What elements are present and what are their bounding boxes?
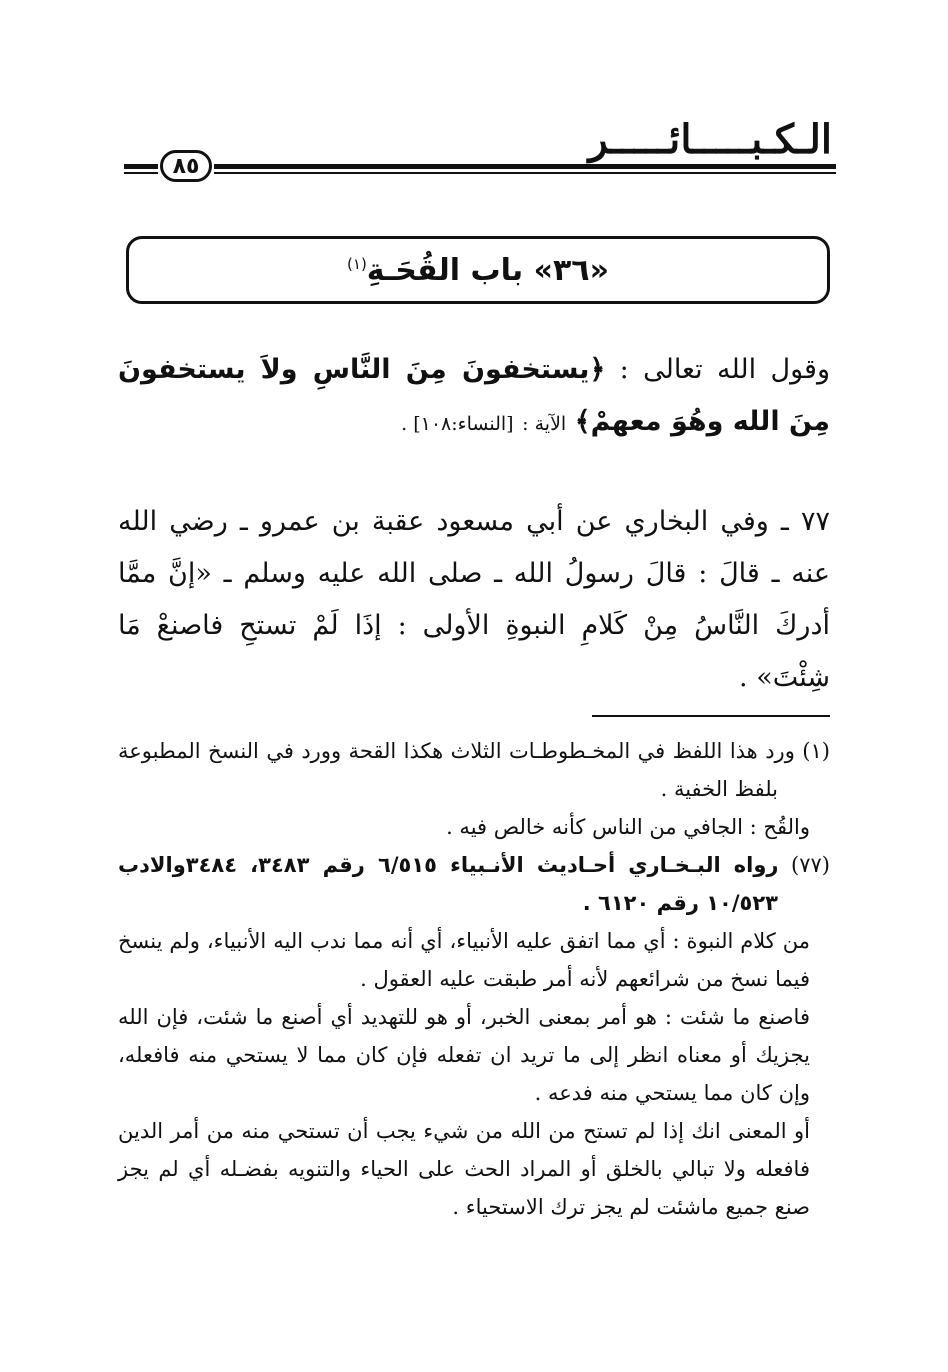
chapter-name: باب القُحَـةِ — [366, 252, 524, 288]
footnote-77-source: رواه البـخـاري أحـاديث الأنـبياء ٦/٥١٥ رقم ٣٤٨٣، ٣٤٨٤ — [185, 853, 779, 877]
hadith-text: ـ وفي البخاري عن أبي مسعود عقبة بن عمرو ـ رضي الله عنه ـ قالَ : قالَ رسولُ الله ـ صلى الله عليه وسلم ـ «إنَّ ممَّا أدركَ النَّاسُ مِنْ كَلامِ النبوةِ الأولى : إذَا لَمْ تستحِ فاصنعْ مَا شِئْتَ» . — [118, 506, 830, 693]
footnote-77-para-2: فاصنع ما شئت : هو أمر بمعنى الخبر، أو هو للتهديد أي أصنع ما شئت، فإن الله يجزيك أو معناه انظر إلى ما تريد ان تفعله فإن كان مما لا يستحي منه فافعله، وإن كان مما يستحي منه فدعه . — [118, 1005, 810, 1105]
chapter-title — [347, 253, 609, 288]
footnote-77-source-cont: والادب ١٠/٥٢٣ رقم ٦١٢٠ . — [118, 853, 778, 915]
verse-after: الآية : — [522, 413, 567, 435]
footnote-77-para-1: من كلام النبوة : أي مما اتفق عليه الأنبياء، أي أنه مما ندب اليه الأنبياء، ولم ينسخ فيما نسخ من شرائعهم لأنه أمر طبقت عليه العقول . — [118, 929, 810, 991]
footnote-1 — [118, 732, 830, 808]
footnote-separator — [592, 715, 830, 717]
running-title: الـكـبـــــائـــــر — [588, 116, 832, 163]
rule-segment-left-thin — [124, 172, 158, 174]
header-rule — [124, 150, 836, 186]
verse-reference: [النساء:١٠٨] . — [401, 413, 514, 435]
chapter-number: «٣٦» — [533, 252, 609, 288]
page-number: ٨٥ — [160, 150, 212, 182]
footnotes — [118, 732, 830, 1226]
hadith-number: ٧٧ — [800, 506, 830, 537]
verse-intro: وقول الله تعالى : — [619, 354, 830, 385]
footnote-77-marker: (٧٧) — [791, 853, 830, 877]
hadith-paragraph — [118, 496, 830, 704]
footnote-1-note: والقُح : الجافي من الناس كأنه خالص فيه . — [446, 815, 810, 839]
rule-thick — [214, 164, 836, 169]
footnote-1-text: ورد هذا اللفظ في المخـطوطـات الثلاث هكذا القحة وورد في النسخ المطبوعة بلفظ الخفية . — [118, 739, 795, 801]
verse-quote: ﴿يستخفونَ مِنَ النَّاسِ ولاَ يستخفونَ مِنَ الله وهُوَ معهمْ﴾ — [118, 354, 830, 437]
footnote-77-para-3: أو المعنى انك إذا لم تستح من الله من شيء يجب أن تستحي منه من أمر الدين فافعله ولا تبالي بالخلق أو المراد الحث على الحياء والتنويه بفضـله أي لم يجز صنع جميع ماشئت لم يجز ترك الاستحياء . — [118, 1119, 810, 1219]
chapter-heading-frame — [126, 236, 830, 304]
footnote-1-marker: (١) — [802, 739, 830, 763]
rule-segment-left — [124, 164, 158, 169]
verse-paragraph — [118, 344, 830, 450]
rule-thin — [214, 172, 836, 174]
footnote-77 — [118, 846, 830, 922]
chapter-footnote-marker: (١) — [347, 254, 367, 273]
